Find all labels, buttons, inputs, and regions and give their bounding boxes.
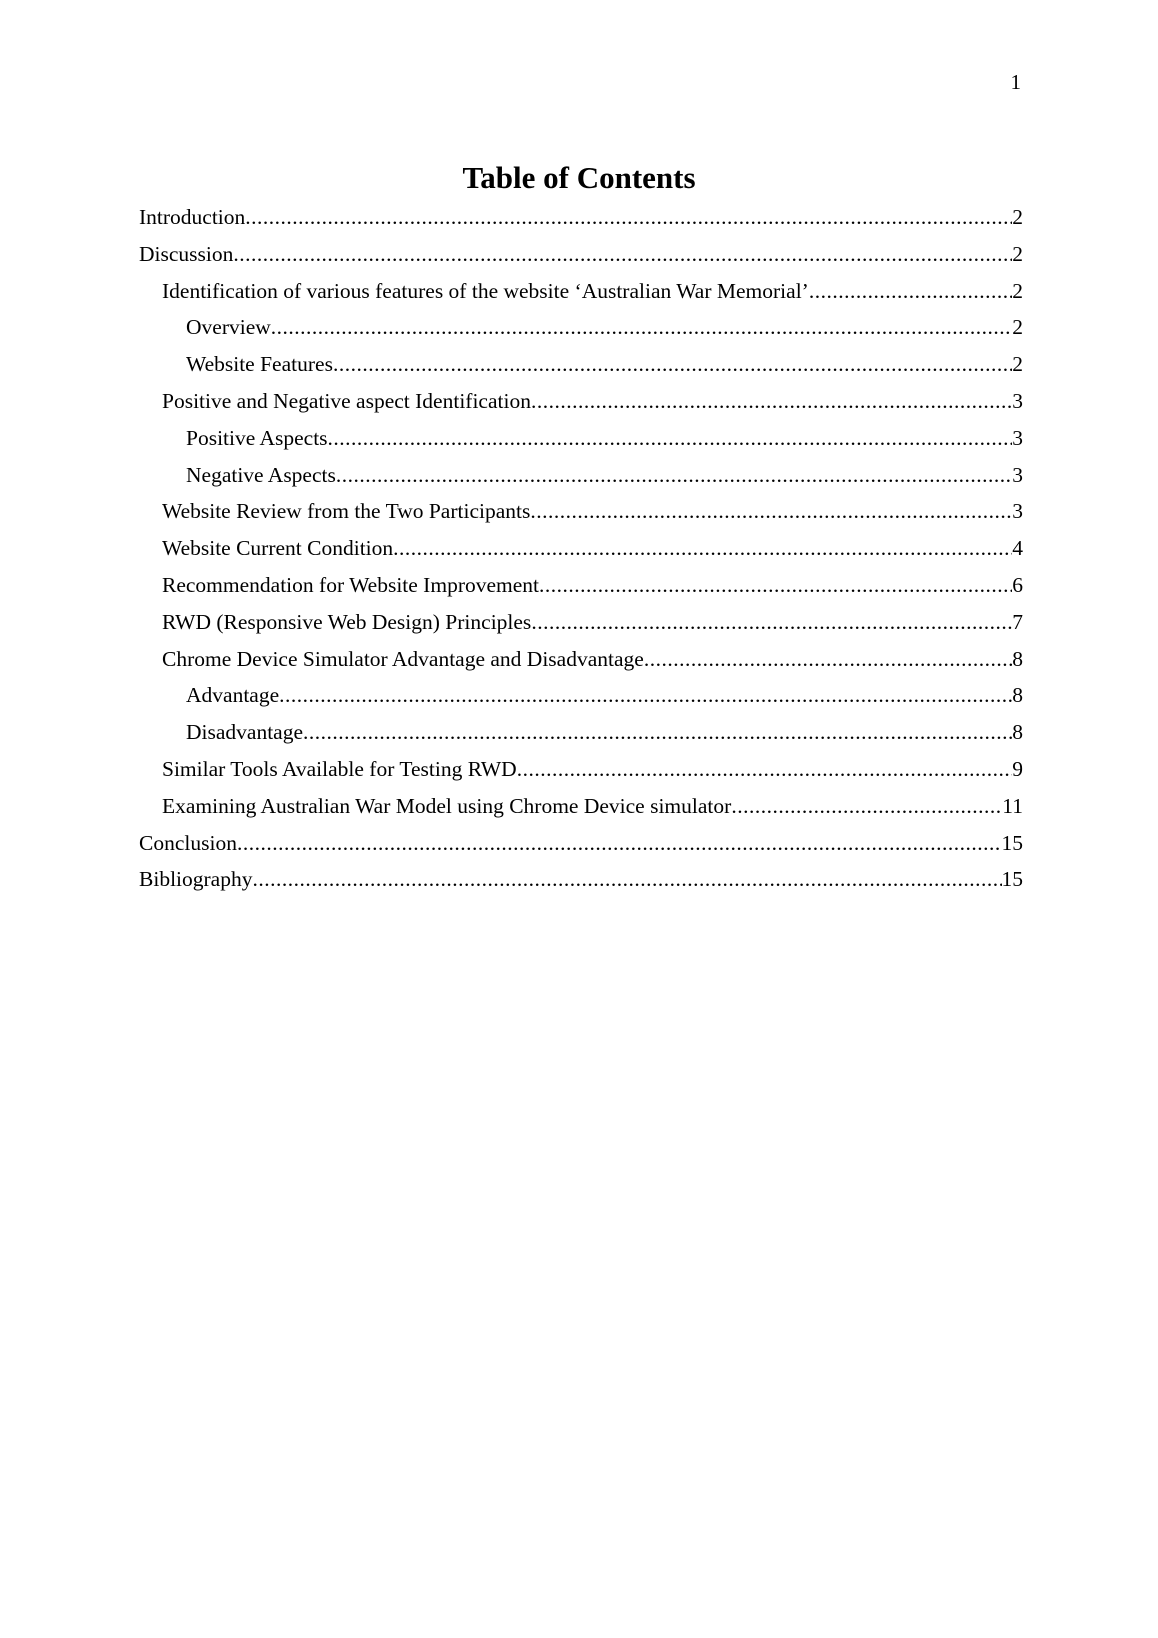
toc-dot-leader xyxy=(530,493,1012,530)
toc-entry-title: Bibliography xyxy=(139,867,253,892)
toc-entry-bibliography[interactable] xyxy=(139,861,1023,898)
toc-entry-advantage[interactable] xyxy=(139,677,1023,714)
toc-entry-page: 2 xyxy=(1012,352,1023,377)
toc-entry-title: RWD (Responsive Web Design) Principles xyxy=(162,609,532,634)
toc-dot-leader xyxy=(237,825,1002,862)
toc-dot-leader xyxy=(245,199,1012,236)
toc-entry-current-condition[interactable] xyxy=(139,530,1023,567)
toc-entry-negative-aspects[interactable] xyxy=(139,457,1023,494)
toc-entry-title: Negative Aspects xyxy=(186,462,336,487)
toc-entry-page: 7 xyxy=(1012,609,1023,634)
toc-dot-leader xyxy=(644,641,1012,678)
toc-dot-leader xyxy=(252,861,1001,898)
toc-dot-leader xyxy=(539,567,1012,604)
toc-entry-positive-aspects[interactable] xyxy=(139,420,1023,457)
toc-entry-positive-negative[interactable] xyxy=(139,383,1023,420)
toc-entry-rwd-principles[interactable] xyxy=(139,604,1023,641)
toc-entry-page: 3 xyxy=(1012,499,1023,524)
toc-title: Table of Contents xyxy=(462,160,696,195)
toc-list xyxy=(139,199,1023,898)
toc-dot-leader xyxy=(393,530,1012,567)
toc-entry-title: Identification of various features of the website ‘Australian War Memorial’ xyxy=(162,278,809,303)
toc-entry-page: 8 xyxy=(1012,720,1023,745)
toc-entry-page: 11 xyxy=(1002,793,1023,818)
toc-entry-title: Recommendation for Website Improvement xyxy=(162,572,540,597)
toc-entry-introduction[interactable] xyxy=(139,199,1023,236)
toc-entry-page: 9 xyxy=(1012,756,1023,781)
toc-dot-leader xyxy=(517,751,1013,788)
toc-entry-title: Website Current Condition xyxy=(162,536,394,561)
toc-entry-chrome-simulator[interactable] xyxy=(139,641,1023,678)
toc-entry-title: Positive Aspects xyxy=(186,425,328,450)
toc-entry-title: Website Review from the Two Participants xyxy=(162,499,531,524)
toc-entry-examining-model[interactable] xyxy=(139,788,1023,825)
toc-entry-title: Conclusion xyxy=(139,830,237,855)
toc-dot-leader xyxy=(336,457,1012,494)
toc-entry-page: 6 xyxy=(1012,572,1023,597)
toc-entry-page: 2 xyxy=(1012,315,1023,340)
toc-entry-disadvantage[interactable] xyxy=(139,714,1023,751)
toc-dot-leader xyxy=(731,788,1002,825)
toc-entry-page: 15 xyxy=(1001,830,1023,855)
toc-dot-leader xyxy=(531,383,1012,420)
toc-dot-leader xyxy=(233,236,1012,273)
toc-entry-conclusion[interactable] xyxy=(139,825,1023,862)
toc-entry-page: 8 xyxy=(1012,683,1023,708)
toc-dot-leader xyxy=(333,346,1012,383)
toc-entry-title: Introduction xyxy=(139,205,246,229)
toc-entry-recommendation[interactable] xyxy=(139,567,1023,604)
toc-entry-page: 2 xyxy=(1012,278,1023,303)
toc-entry-overview[interactable] xyxy=(139,309,1023,346)
toc-dot-leader xyxy=(303,714,1012,751)
toc-entry-page: 2 xyxy=(1012,241,1023,266)
toc-entry-title: Discussion xyxy=(139,241,234,266)
page-number: 1 xyxy=(1010,70,1021,94)
toc-entry-title: Advantage xyxy=(186,683,280,708)
toc-entry-page: 3 xyxy=(1012,425,1023,450)
toc-entry-website-features[interactable] xyxy=(139,346,1023,383)
toc-entry-title: Overview xyxy=(186,315,271,340)
toc-dot-leader xyxy=(328,420,1013,457)
toc-entry-title: Disadvantage xyxy=(186,720,304,745)
toc-dot-leader xyxy=(271,309,1012,346)
toc-entry-similar-tools[interactable] xyxy=(139,751,1023,788)
toc-dot-leader xyxy=(809,273,1012,310)
toc-dot-leader xyxy=(279,677,1012,714)
toc-entry-title: Examining Australian War Model using Chrome Device simulator xyxy=(162,793,732,818)
toc-entry-page: 4 xyxy=(1012,536,1023,561)
toc-entry-page: 15 xyxy=(1001,867,1023,892)
toc-entry-page: 2 xyxy=(1012,205,1023,229)
toc-entry-title: Similar Tools Available for Testing RWD xyxy=(162,756,517,781)
toc-entry-identification-features[interactable] xyxy=(139,273,1023,310)
toc-entry-page: 3 xyxy=(1012,388,1023,413)
toc-entry-page: 8 xyxy=(1012,646,1023,671)
toc-dot-leader xyxy=(531,604,1012,641)
toc-entry-discussion[interactable] xyxy=(139,236,1023,273)
toc-entry-title: Positive and Negative aspect Identification xyxy=(162,388,531,413)
toc-entry-title: Website Features xyxy=(186,352,333,377)
toc-entry-title: Chrome Device Simulator Advantage and Disadvantage xyxy=(162,646,644,671)
toc-entry-page: 3 xyxy=(1012,462,1023,487)
toc-entry-website-review[interactable] xyxy=(139,493,1023,530)
